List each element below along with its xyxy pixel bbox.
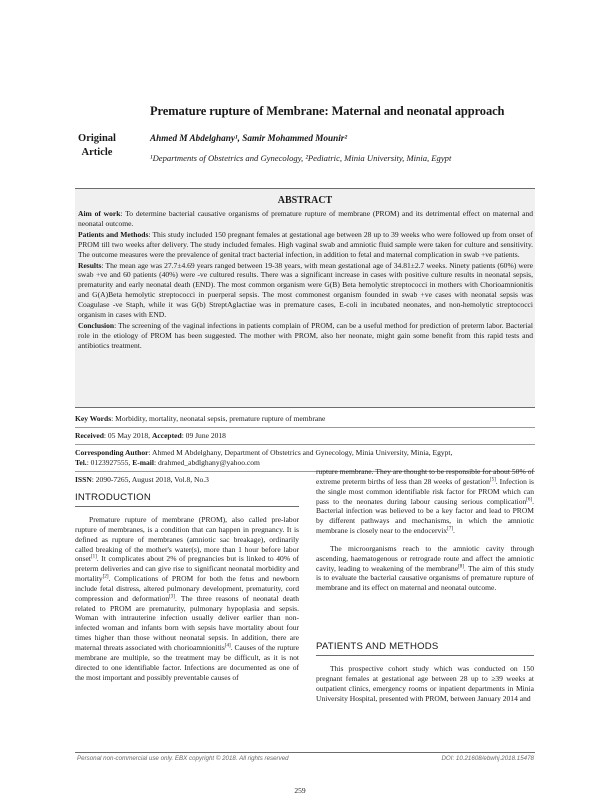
issn-label: ISSN (75, 474, 92, 484)
authors: Ahmed M Abdelghany¹, Samir Mohammed Mounir² (150, 133, 348, 143)
citation-ref: [7] (447, 526, 454, 532)
keywords-text: : Morbidity, mortality, neonatal sepsis, premature rupture of membrane (111, 414, 326, 423)
dates-row (75, 428, 535, 444)
results-label: Results (78, 260, 102, 270)
keywords-row (75, 411, 535, 427)
intro-text-1: Premature rupture of membrane (PROM), also called pre-labor rupture of membranes, is a condition that can happen in pregnancy. It is defined as rupture of membranes (amniotic sac breakage), ordinarily called breaking of the mother's water(s), more than 1 hour before labor onset (75, 515, 299, 564)
abstract-aim (78, 209, 533, 229)
right-paragraph-1 (316, 467, 534, 536)
received-text: : 05 May 2018, (103, 430, 152, 440)
aim-text: : To determine bacterial causative organisms of premature rupture of membrane (PROM) and its detrimental effect on maternal and neonatal outcome. (78, 209, 533, 228)
methods-heading-block (316, 641, 534, 656)
citation-ref: [8] (458, 564, 464, 570)
intro-text-2: . It complicates about 2% of pregnancies but is linked to 40% of preterm deliveries and can give rise to significant neonatal morbidity and mortality (75, 554, 299, 584)
intro-text-5: . Causes of the rupture membrane are multiple, so the treatment may be difficult, as it is not directed to one identifiable factor. Infections are documented as one of the most important and possibly preventable causes of (75, 642, 299, 682)
issn-text: : 2090-7265, August 2018, Vol.8, No.3 (91, 474, 209, 484)
patients-label: Patients and Methods (78, 229, 149, 239)
keywords-label: Key Words (75, 414, 112, 423)
abstract-body (78, 209, 533, 352)
intro-heading-rule (75, 506, 299, 507)
abstract-patients (78, 230, 533, 260)
right-text-6: . The aim of this study is to evaluate the bacterial causative organisms of premature rupture of membrane and its effect on maternal and neonatal outcome. (316, 563, 534, 593)
footer-rule (75, 752, 535, 753)
patients-text: : This study included 150 pregnant females at gestational age between 28 up to 39 weeks who were followed up from onset of PROM till two weeks after delivery. The study included females. High vaginal swab and amniotic fluid sample were taken for culture and sensitivity. The outcome measures were the prevalence of genital tract bacterial infection, in addition to fetal and maternal complication in swab +ve patients. (78, 229, 533, 259)
copyright-note: Personal non-commercial use only. EBX copyright © 2018. All rights reserved (77, 755, 289, 762)
methods-heading: PATIENTS AND METHODS (316, 641, 439, 652)
conclusion-text: : The screening of the vaginal infections in patients complain of PROM, can be a useful method for prediction of preterm labor. Bacterial role in the etiology of PROM has been suggested. The mother with PROM, also her neonate, might gain some benefit from this rapid tests and antibiotics treatment. (78, 320, 533, 350)
citation-ref: [5] (489, 477, 496, 483)
abstract-heading: ABSTRACT (277, 195, 333, 206)
article-title: Premature rupture of Membrane: Maternal and neonatal approach (150, 104, 505, 118)
email-text: : drahmed_abdlghany@yahoo.com (154, 457, 260, 467)
abstract-results (78, 261, 533, 320)
citation-ref: [1] (90, 554, 97, 560)
article-type: Original Article (78, 133, 116, 158)
doi-link[interactable]: DOI: 10.21608/ebwhj.2018.15478 (441, 755, 534, 762)
right-text-2: . Infection is the single most common identifiable risk factor for PROM which can pass to the neonates during labour causing serious complication (316, 476, 534, 506)
citation-ref: [4] (224, 643, 231, 649)
received-label: Received (75, 430, 104, 440)
right-text-1: rupture membrane. They are thought to be responsible for about 50% of extreme preterm births of less than 28 weeks of gestation (316, 467, 534, 486)
right-text-4: . (453, 526, 455, 536)
right-column-body (316, 467, 534, 593)
methods-paragraph: This prospective cohort study which was conducted on 150 pregnant females at gestational age between 28 up to ≥39 weeks at outpatient clinics, emergency rooms or inpatient departments in Minia University Hospital, presented with PROM, between January 2014 and (316, 664, 534, 703)
affiliations: ¹Departments of Obstetrics and Gynecology, ²Pediatric, Minia University, Minia, Egypt (150, 153, 452, 163)
methods-body (316, 664, 534, 703)
conclusion-label: Conclusion (78, 320, 115, 330)
corresponding-label: Corresponding Author (75, 447, 149, 457)
citation-ref: [3] (169, 594, 175, 600)
corresponding-text: : Ahmed M Abdelghany, Department of Obstetrics and Gynecology, Minia University, Minia, Egypt, (148, 447, 453, 457)
accepted-label: Accepted (151, 430, 182, 440)
intro-paragraph (75, 515, 299, 682)
page-number: 259 (294, 786, 306, 795)
intro-body (75, 515, 299, 682)
tel-label: Tel. (75, 457, 87, 467)
aim-label: Aim of work (78, 209, 121, 218)
tel-text: : 0123927555, (86, 457, 133, 467)
results-text: : The mean age was 27.7±4.69 years ranged between 19-38 years, with mean gestational age of 34.81±2.7 weeks. Ninety patients (60%) were swab +ve and 60 patients (40%) were -ve cultured results. There was a significant increase in cases with positive culture results in neonatal sepsis, prematurity and early neonatal death (END). The most common organism were G(B) Beta hemolytic streptococci in mothers with Chorioamnionitis and G(A)Beta hemolytic streptococci in puerperal sepsis. The most commonest organism founded in swab +ve cases with neonatal sepsis was Coagulase -ve Staph, while it was G(b) StreptAglactiae was in premature cases, E-coli in incubated neonates, and non-hemolytic streptococci organism in cases with END. (78, 260, 533, 320)
intro-heading: INTRODUCTION (75, 492, 151, 503)
intro-text-3: . Complications of PROM for both the fetus and newborn include fetal distress, altered pulmonary development, prematurity, cord compression and deformation (75, 574, 299, 603)
right-text-5: The microorganisms reach to the amniotic cavity through ascending, haematogenous or retrograde route and affect the amniotic cavity, leading to weakening of the membrane (316, 543, 534, 573)
abstract-conclusion (78, 321, 533, 351)
right-text-3: . Bacterial infection was believed to be a key factor and lead to PROM by different pathways and mechanisms, in which the amniotic membrane is closely near to the endocervix (316, 496, 534, 536)
accepted-text: : 09 June 2018 (181, 430, 226, 440)
intro-heading-block (75, 492, 299, 507)
citation-ref: [6] (526, 497, 533, 503)
citation-ref: [2] (102, 574, 109, 580)
intro-text-4: . The three reasons of neonatal death related to PROM are prematurity, pulmonary hypoplasia and sepsis. Woman with intrauterine infection usually deliver earlier than non-infected woman and infants born with sepsis have mortality about four times higher than those without neonatal sepsis. In addition, there are maternal threats associated with chorioamnionitis (75, 593, 299, 652)
methods-heading-rule (316, 655, 534, 656)
abstract-box (75, 188, 535, 408)
right-paragraph-2 (316, 544, 534, 593)
email-label: E-mail (132, 457, 154, 467)
